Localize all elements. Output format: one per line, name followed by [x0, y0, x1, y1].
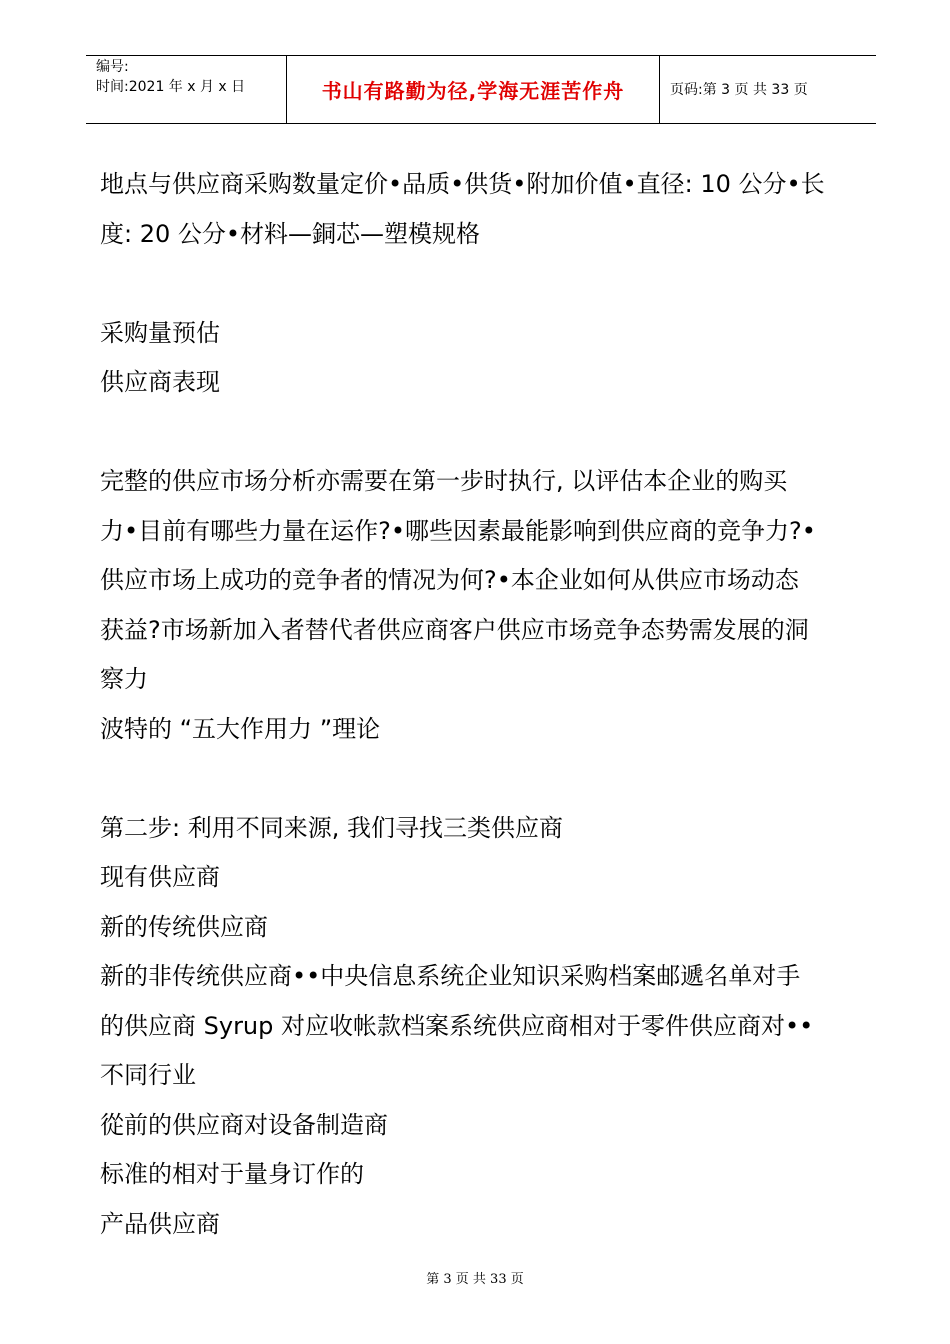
header-page-info: 页码:第 3 页 共 33 页	[670, 81, 808, 98]
body-line: 的供应商 Syrup 对应收帐款档案系统供应商相对于零件供应商对••	[100, 1011, 814, 1040]
body-line: 新的非传统供应商••中央信息系统企业知识采购档案邮遞名单对手	[100, 962, 801, 990]
code-label: 编号:	[96, 59, 129, 75]
blank-line	[100, 259, 860, 309]
time-label: 时间:2021 年 x 月 x 日	[96, 79, 246, 95]
body-line: 不同行业	[100, 1061, 196, 1089]
blank-line	[100, 754, 860, 804]
body-line: 地点与供应商采购数量定价•品质•供货•附加价值•直径: 10 公分•长	[100, 170, 825, 198]
body-line: 标准的相对于量身订作的	[100, 1160, 364, 1188]
body-line: 供应市场上成功的竞争者的情况为何?•本企业如何从供应市场动态	[100, 566, 799, 594]
page-footer: 第 3 页 共 33 页	[426, 1272, 524, 1287]
body-line: 现有供应商	[100, 863, 220, 891]
body-line: 察力	[100, 665, 148, 693]
body-line: 力•目前有哪些力量在运作?•哪些因素最能影响到供应商的竞争力?•	[100, 516, 816, 545]
blank-line	[100, 408, 860, 458]
body-line: 波特的 “五大作用力 ”理论	[100, 714, 381, 743]
body-line: 供应商表现	[100, 368, 220, 396]
document-header	[86, 55, 876, 124]
body-line: 产品供应商	[100, 1209, 220, 1238]
header-page-cell	[660, 56, 876, 123]
header-motto: 书山有路勤为径,学海无涯苦作舟	[321, 79, 625, 103]
body-line: 第二步: 利用不同来源, 我们寻找三类供应商	[100, 813, 563, 842]
body-line: 采购量预估	[100, 318, 220, 347]
body-line: 度: 20 公分•材料—銅芯—塑模规格	[100, 219, 481, 248]
document-body	[100, 160, 860, 1249]
body-line: 获益?市场新加入者替代者供应商客户供应市场竞争态势需发展的洞	[100, 615, 809, 644]
header-meta-cell	[86, 56, 287, 123]
header-motto-cell	[287, 56, 660, 123]
body-line: 新的传统供应商	[100, 912, 268, 941]
body-line: 完整的供应市场分析亦需要在第一步时执行, 以评估本企业的购买	[100, 467, 788, 495]
body-line: 從前的供应商对设备制造商	[100, 1110, 388, 1139]
